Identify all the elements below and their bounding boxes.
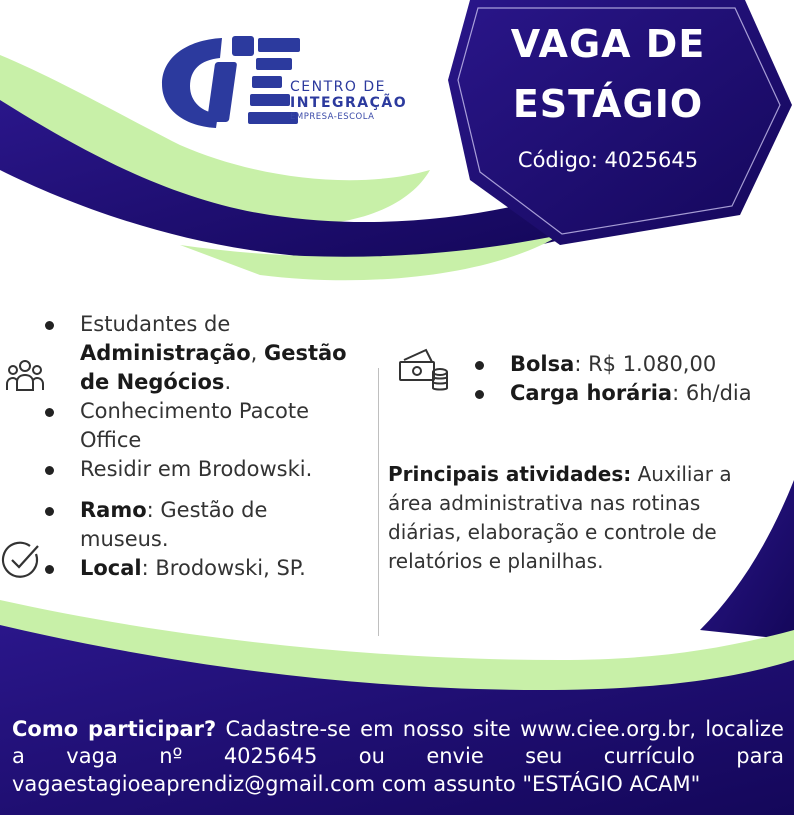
logo-line-3: EMPRESA-ESCOLA <box>290 112 375 122</box>
how-to-apply-text: Cadastre-se em nosso site www.ciee.org.br, localize a vaga nº 4025645 ou envie seu currículo para vagaestagioeaprendiz@gmail.com com assunto "ESTÁGIO ACAM" <box>12 717 784 796</box>
column-divider <box>378 368 379 636</box>
benefits-list <box>472 350 792 408</box>
branch-label: Ramo <box>80 497 147 522</box>
stipend-value: : R$ 1.080,00 <box>574 352 717 376</box>
location-value: : Brodowski, SP. <box>141 555 306 580</box>
vacancy-code: Código: 4025645 <box>517 148 699 172</box>
info-branch <box>42 496 352 554</box>
check-circle-icon <box>0 540 42 582</box>
requirement-students: Estudantes de Administração, Gestão de Negócios. <box>42 310 352 397</box>
how-to-apply-label: Como participar? <box>12 717 217 741</box>
requirement-office: Conhecimento Pacote Office <box>42 397 352 455</box>
course-administration: Administração <box>80 340 251 365</box>
branch-value: : Gestão de museus. <box>80 497 268 551</box>
workload-value: : 6h/dia <box>672 380 752 405</box>
benefit-stipend <box>472 350 792 379</box>
activities-label: Principais atividades: <box>388 462 632 486</box>
money-icon <box>396 348 450 392</box>
info-location <box>42 554 352 583</box>
logo-wordmark <box>290 80 407 122</box>
badge-title-line-2: ESTÁGIO <box>512 82 704 126</box>
people-icon <box>6 358 44 392</box>
logo-line-2: INTEGRAÇÃO <box>290 95 408 111</box>
logo-line-1: CENTRO DE <box>290 79 386 95</box>
requirements-list <box>42 310 352 583</box>
course-business-management: Gestão de Negócios <box>80 340 347 394</box>
location-label: Local <box>80 555 142 580</box>
main-activities <box>388 460 760 576</box>
stipend-label: Bolsa <box>510 352 575 376</box>
workload-label: Carga horária <box>510 380 673 405</box>
requirement-residence: Residir em Brodowski. <box>42 455 352 484</box>
how-to-apply <box>12 716 784 798</box>
benefit-workload <box>472 379 792 408</box>
activities-text: Auxiliar a área administrativa nas rotinas diárias, elaboração e controle de relatórios e planilhas. <box>388 462 732 573</box>
badge-title-line-1: VAGA DE <box>510 22 706 66</box>
